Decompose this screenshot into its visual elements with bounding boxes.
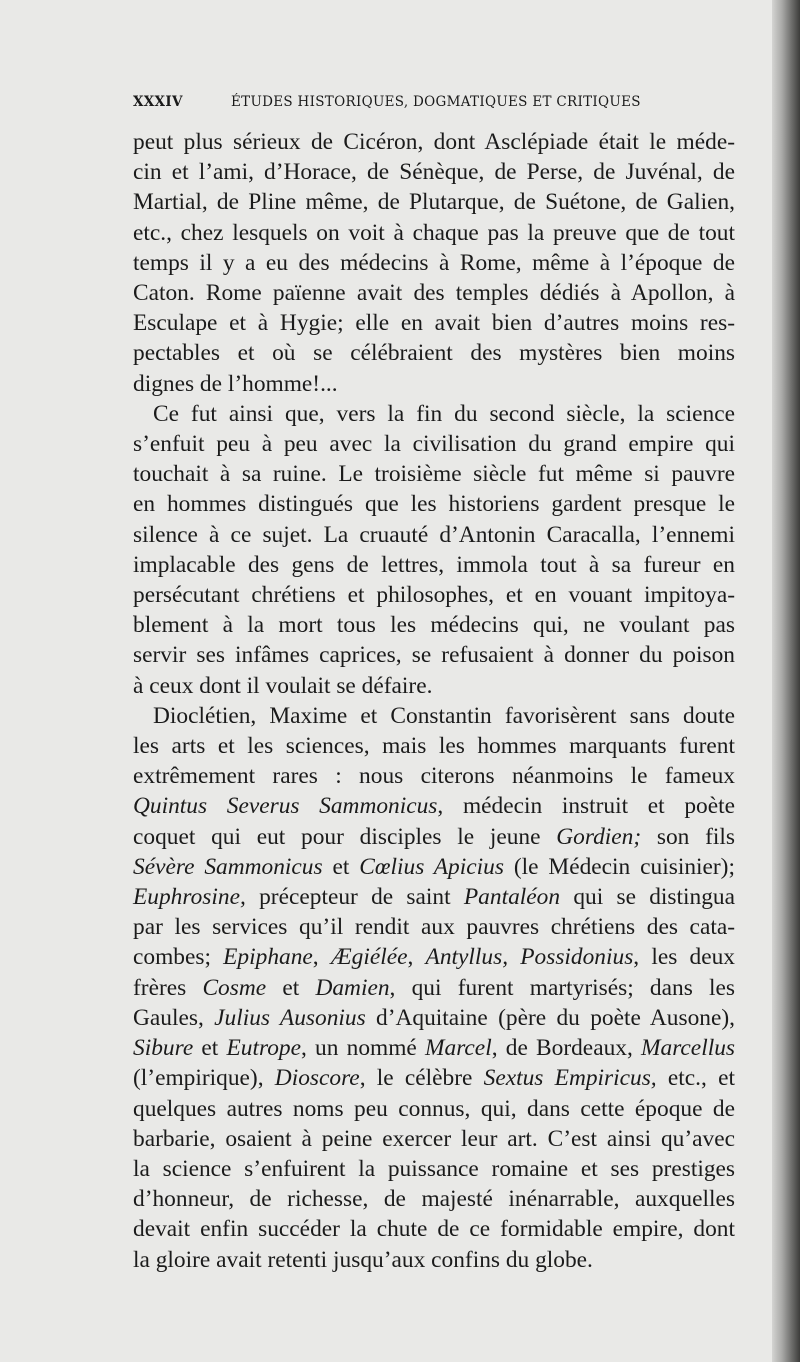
text-line: temps il y a eu des médecins à Rome, même à l’époque de xyxy=(133,249,735,276)
text-line: etc., chez lesquels on voit à chaque pas la preuve que de tout xyxy=(133,219,735,246)
text-run: , un nommé xyxy=(301,1035,426,1062)
text-line: peut plus sérieux de Cicéron, dont Asclépiade était le méde- xyxy=(133,129,735,155)
text-line: dignes de l’homme!... xyxy=(133,370,338,397)
page-number: XXXIV xyxy=(133,94,183,110)
italic-name: Sibure xyxy=(133,1035,194,1062)
text-run: frères xyxy=(133,974,203,1001)
italic-name: Quintus Severus Sammonicus xyxy=(133,793,438,820)
text-run: et xyxy=(322,853,360,880)
text-line: par les services qu’il rendit aux pauvres chrétiens des cata- xyxy=(133,914,735,941)
italic-name: Marcellus xyxy=(641,1035,735,1062)
italic-name: Ægiélée xyxy=(330,944,408,971)
italic-name: Damien xyxy=(315,974,390,1001)
text-line: Esculape et à Hygie; elle en avait bien d’autres moins res- xyxy=(133,310,735,337)
text-line xyxy=(133,852,735,882)
italic-name: Marcel xyxy=(425,1035,492,1062)
italic-name: Eutrope xyxy=(226,1035,301,1062)
text-line: d’honneur, de richesse, de majesté inénarrable, auxquelles xyxy=(133,1186,735,1213)
text-line xyxy=(133,882,735,912)
text-run: précepteur de saint xyxy=(245,884,464,911)
italic-name: Julius Ausonius xyxy=(214,1004,366,1031)
text-run: , les deux xyxy=(633,944,735,971)
text-run: , qui furent martyrisés; dans les xyxy=(389,974,735,1001)
text-line xyxy=(133,1033,735,1063)
text-run: , de Bordeaux, xyxy=(491,1035,642,1062)
italic-name: Cœlius Apicius xyxy=(359,853,504,880)
text-line: barbarie, osaient à peine exercer leur art. C’est ainsi qu’avec xyxy=(133,1125,735,1152)
text-run: (le Médecin cuisinier); xyxy=(503,853,735,880)
text-line xyxy=(133,1063,735,1093)
text-line: la science s’enfuirent la puissance romaine et ses prestiges xyxy=(133,1155,735,1182)
text-line xyxy=(133,791,735,821)
italic-name: Antyllus, Possidonius xyxy=(425,944,634,971)
text-line: Ce fut ainsi que, vers la fin du second siècle, la science xyxy=(153,400,735,427)
text-line: s’enfuit peu à peu avec la civilisation du grand empire qui xyxy=(133,431,735,458)
text-line: touchait à sa ruine. Le troisième siècle fut même si pauvre xyxy=(133,461,735,488)
text-line: implacable des gens de lettres, immola tout à sa fureur en xyxy=(133,551,735,578)
text-run: , xyxy=(312,944,331,971)
text-line: Dioclétien, Maxime et Constantin favorisèrent sans doute xyxy=(153,702,735,729)
text-run: (l’empirique), xyxy=(133,1065,275,1092)
text-line: silence à ce sujet. La cruauté d’Antonin Caracalla, l’ennemi xyxy=(133,521,735,548)
italic-name: Euphrosine, xyxy=(133,884,246,911)
text-line xyxy=(133,942,735,972)
paragraph-3 xyxy=(133,701,735,1275)
text-line: extrêmement rares : nous citerons néanmoins le fameux xyxy=(133,763,735,790)
text-line xyxy=(133,822,735,852)
text-run: combes; xyxy=(133,944,224,971)
text-run: , médecin instruit et poète xyxy=(437,793,736,820)
text-line: les arts et les sciences, mais les hommes marquants furent xyxy=(133,733,735,760)
page-gutter-shadow xyxy=(772,0,800,1362)
text-line: devait enfin succéder la chute de ce formidable empire, dont xyxy=(133,1216,735,1243)
text-line xyxy=(133,1003,735,1033)
italic-name: Sévère Sammonicus xyxy=(133,853,323,880)
text-run: , le célèbre xyxy=(359,1065,484,1092)
italic-name: Dioscore xyxy=(274,1065,360,1092)
text-run: coquet qui eut pour disciples le jeune xyxy=(133,823,557,850)
paragraph-1 xyxy=(133,127,735,399)
text-line: Martial, de Pline même, de Plutarque, de Suétone, de Galien, xyxy=(133,189,735,216)
body-text xyxy=(133,127,735,1275)
italic-name: Sextus Empiricus, xyxy=(483,1065,657,1092)
text-line: servir ses infâmes caprices, se refusaient à donner du poison xyxy=(133,642,735,669)
text-line: quelques autres noms peu connus, qui, dans cette époque de xyxy=(133,1095,735,1122)
text-line: blement à la mort tous les médecins qui, ne voulant pas xyxy=(133,612,735,639)
text-run: qui se distingua xyxy=(560,884,735,911)
running-title: ÉTUDES HISTORIQUES, DOGMATIQUES ET CRITIQUES xyxy=(231,94,641,110)
italic-name: Cosme xyxy=(202,974,267,1001)
text-run: Gaules, xyxy=(133,1004,215,1031)
text-line xyxy=(133,973,735,1003)
text-line: persécutant chrétiens et philosophes, et en vouant impitoya- xyxy=(133,582,735,609)
running-header xyxy=(133,94,773,110)
italic-name: Pantaléon xyxy=(463,884,561,911)
text-run: , xyxy=(407,944,426,971)
text-line: pectables et où se célébraient des mystères bien moins xyxy=(133,340,735,367)
text-line: Caton. Rome païenne avait des temples dédiés à Apollon, à xyxy=(133,280,735,307)
text-line: à ceux dont il voulait se défaire. xyxy=(133,672,433,699)
text-line: en hommes distingués que les historiens gardent presque le xyxy=(133,491,735,518)
text-run: etc., et xyxy=(656,1065,735,1092)
text-run: et xyxy=(266,974,316,1001)
text-line: cin et l’ami, d’Horace, de Sénèque, de Perse, de Juvénal, de xyxy=(133,159,735,186)
text-run: et xyxy=(193,1035,227,1062)
text-run: son fils xyxy=(641,823,735,850)
text-run: d’Aquitaine (père du poète Ausone), xyxy=(365,1004,735,1031)
italic-name: Gordien; xyxy=(556,823,642,850)
text-line: la gloire avait retenti jusqu’aux confins du globe. xyxy=(133,1246,593,1273)
italic-name: Epiphane xyxy=(223,944,313,971)
paragraph-2 xyxy=(133,399,735,701)
